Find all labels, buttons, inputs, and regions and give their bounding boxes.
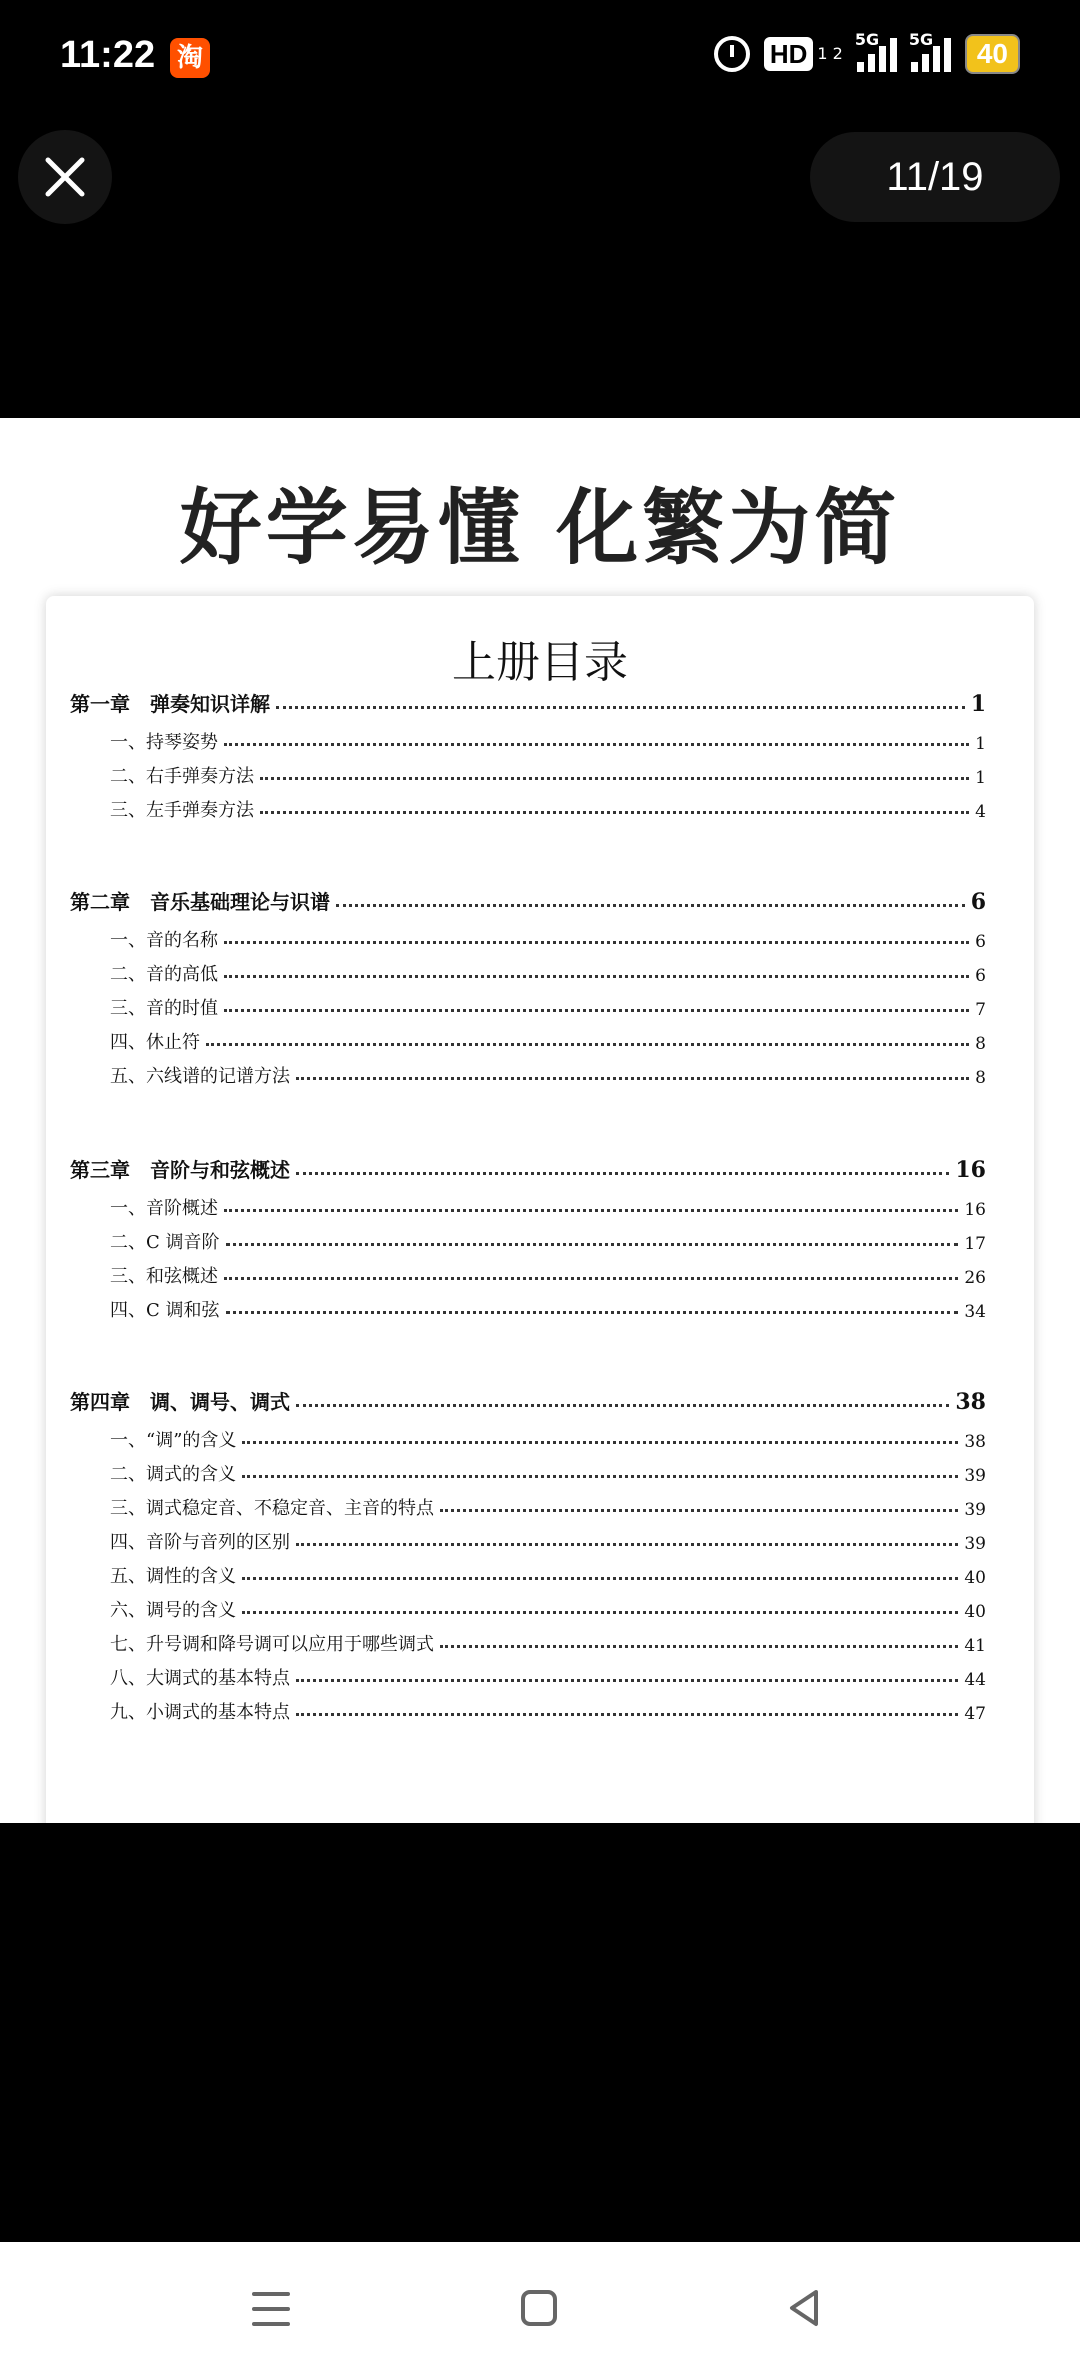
toc-entry-label: 一、持琴姿势	[110, 732, 218, 753]
toc-leader-dots	[242, 1611, 958, 1614]
toc-leader-dots	[260, 777, 969, 780]
toc-leader-dots	[226, 1311, 959, 1314]
toc-page-number: 39	[964, 1500, 986, 1520]
toc-leader-dots	[296, 1713, 958, 1716]
toc-section-row	[110, 728, 986, 754]
toc-section-row	[110, 1296, 986, 1322]
toc-page-number: 38	[955, 1389, 986, 1415]
system-nav-bar	[0, 2242, 1080, 2376]
battery-icon: 40	[965, 34, 1020, 74]
status-bar	[0, 0, 1080, 120]
toc-leader-dots	[224, 975, 969, 978]
toc-page-number: 4	[975, 802, 986, 822]
toc-page-number: 16	[955, 1157, 986, 1183]
toc-page-number: 6	[970, 889, 986, 915]
status-time: 11:22	[60, 34, 156, 76]
toc-leader-dots	[296, 1077, 969, 1080]
toc-entry-label: 第一章 弹奏知识详解	[70, 692, 270, 716]
toc-page-number: 1	[975, 734, 986, 754]
toc-section-row	[110, 1460, 986, 1486]
toc-entry-label: 四、休止符	[110, 1032, 200, 1053]
toc-leader-dots	[242, 1475, 958, 1478]
hd-sub-label: 1 2	[817, 44, 843, 63]
toc-page-number: 6	[975, 932, 986, 952]
image-headline: 好学易懂 化繁为简	[179, 481, 901, 576]
toc-leader-dots	[296, 1404, 949, 1407]
toc-entry-label: 第四章 调、调号、调式	[70, 1390, 290, 1414]
toc-page-number: 39	[964, 1466, 986, 1486]
toc-chapter-row	[70, 886, 986, 915]
toc-entry-label: 第三章 音阶与和弦概述	[70, 1158, 290, 1182]
toc-section-row	[110, 1426, 986, 1452]
toc-entry-label: 二、音的高低	[110, 964, 218, 985]
taobao-icon: 淘	[170, 38, 210, 78]
toc-leader-dots	[224, 1009, 969, 1012]
toc-entry-label: 三、调式稳定音、不稳定音、主音的特点	[110, 1498, 434, 1519]
home-icon[interactable]	[521, 2290, 557, 2326]
toc-section-row	[110, 1562, 986, 1588]
close-icon	[42, 154, 88, 200]
toc-section-row	[110, 1494, 986, 1520]
toc-leader-dots	[440, 1645, 958, 1648]
status-icons	[714, 30, 1020, 74]
alarm-icon	[714, 36, 750, 72]
viewer-top-bar	[0, 128, 1080, 224]
signal-icon-2	[908, 30, 951, 72]
toc-leader-dots	[296, 1679, 958, 1682]
toc-page-number: 44	[964, 1670, 986, 1690]
signal-icon-1	[854, 30, 897, 72]
toc-title: 上册目录	[452, 637, 628, 688]
toc-entry-label: 九、小调式的基本特点	[110, 1702, 290, 1723]
toc-page-number: 16	[964, 1200, 986, 1220]
product-image[interactable]	[0, 418, 1080, 1823]
toc-section-row	[110, 960, 986, 986]
close-button[interactable]	[18, 130, 112, 224]
toc-page-number: 39	[964, 1534, 986, 1554]
toc-leader-dots	[242, 1577, 958, 1580]
toc-entry-label: 二、C 调音阶	[110, 1232, 220, 1253]
toc-chapter-row	[70, 688, 986, 717]
toc-page-number: 26	[964, 1268, 986, 1288]
toc-entry-label: 一、“调”的含义	[110, 1430, 237, 1451]
toc-leader-dots	[336, 904, 965, 907]
toc-leader-dots	[276, 706, 965, 709]
toc-section-row	[110, 1596, 986, 1622]
toc-section-row	[110, 1664, 986, 1690]
toc-page-number: 38	[964, 1432, 986, 1452]
toc-entry-label: 五、六线谱的记谱方法	[110, 1066, 290, 1087]
hd-icon: HD	[764, 37, 814, 71]
toc-card	[46, 596, 1034, 1823]
toc-entry-label: 三、音的时值	[110, 998, 218, 1019]
toc-leader-dots	[440, 1509, 958, 1512]
toc-section-row	[110, 1262, 986, 1288]
toc-section-row	[110, 796, 986, 822]
toc-entry-label: 三、和弦概述	[110, 1266, 218, 1287]
toc-leader-dots	[242, 1441, 958, 1444]
toc-page-number: 41	[964, 1636, 986, 1656]
toc-leader-dots	[224, 1277, 958, 1280]
toc-page-number: 34	[964, 1302, 986, 1322]
toc-entry-label: 二、右手弹奏方法	[110, 766, 254, 787]
menu-icon[interactable]	[252, 2292, 290, 2326]
toc-entry-label: 一、音的名称	[110, 930, 218, 951]
toc-leader-dots	[206, 1043, 969, 1046]
toc-chapter-row	[70, 1386, 986, 1415]
toc-leader-dots	[296, 1543, 958, 1546]
toc-chapter-row	[70, 1154, 986, 1183]
signal-1-label: 5G	[854, 30, 880, 49]
toc-page-number: 17	[964, 1234, 986, 1254]
toc-entry-label: 一、音阶概述	[110, 1198, 218, 1219]
toc-section-row	[110, 762, 986, 788]
toc-leader-dots	[260, 811, 969, 814]
toc-entry-label: 第二章 音乐基础理论与识谱	[70, 890, 330, 914]
toc-page-number: 40	[964, 1568, 986, 1588]
toc-entry-label: 二、调式的含义	[110, 1464, 236, 1485]
toc-page-number: 7	[975, 1000, 986, 1020]
toc-page-number: 1	[975, 768, 986, 788]
toc-section-row	[110, 1698, 986, 1724]
toc-page-number: 40	[964, 1602, 986, 1622]
toc-leader-dots	[224, 1209, 958, 1212]
toc-leader-dots	[226, 1243, 959, 1246]
signal-2-label: 5G	[908, 30, 934, 49]
page-counter: 11/19	[810, 132, 1060, 222]
toc-entry-label: 四、C 调和弦	[110, 1300, 220, 1321]
toc-section-row	[110, 926, 986, 952]
toc-entry-label: 六、调号的含义	[110, 1600, 236, 1621]
toc-leader-dots	[296, 1172, 949, 1175]
toc-entry-label: 三、左手弹奏方法	[110, 800, 254, 821]
toc-section-row	[110, 1194, 986, 1220]
toc-entry-label: 五、调性的含义	[110, 1566, 236, 1587]
toc-page-number: 8	[975, 1068, 986, 1088]
toc-entry-label: 八、大调式的基本特点	[110, 1668, 290, 1689]
toc-page-number: 8	[975, 1034, 986, 1054]
toc-page-number: 1	[970, 691, 986, 717]
toc-entry-label: 七、升号调和降号调可以应用于哪些调式	[110, 1634, 434, 1655]
toc-section-row	[110, 1528, 986, 1554]
toc-section-row	[110, 1062, 986, 1088]
toc-section-row	[110, 1228, 986, 1254]
toc-page-number: 6	[975, 966, 986, 986]
back-icon[interactable]	[782, 2286, 826, 2330]
toc-section-row	[110, 994, 986, 1020]
toc-section-row	[110, 1630, 986, 1656]
toc-section-row	[110, 1028, 986, 1054]
toc-leader-dots	[224, 743, 969, 746]
toc-entry-label: 四、音阶与音列的区别	[110, 1532, 290, 1553]
toc-leader-dots	[224, 941, 969, 944]
toc-page-number: 47	[964, 1704, 986, 1724]
